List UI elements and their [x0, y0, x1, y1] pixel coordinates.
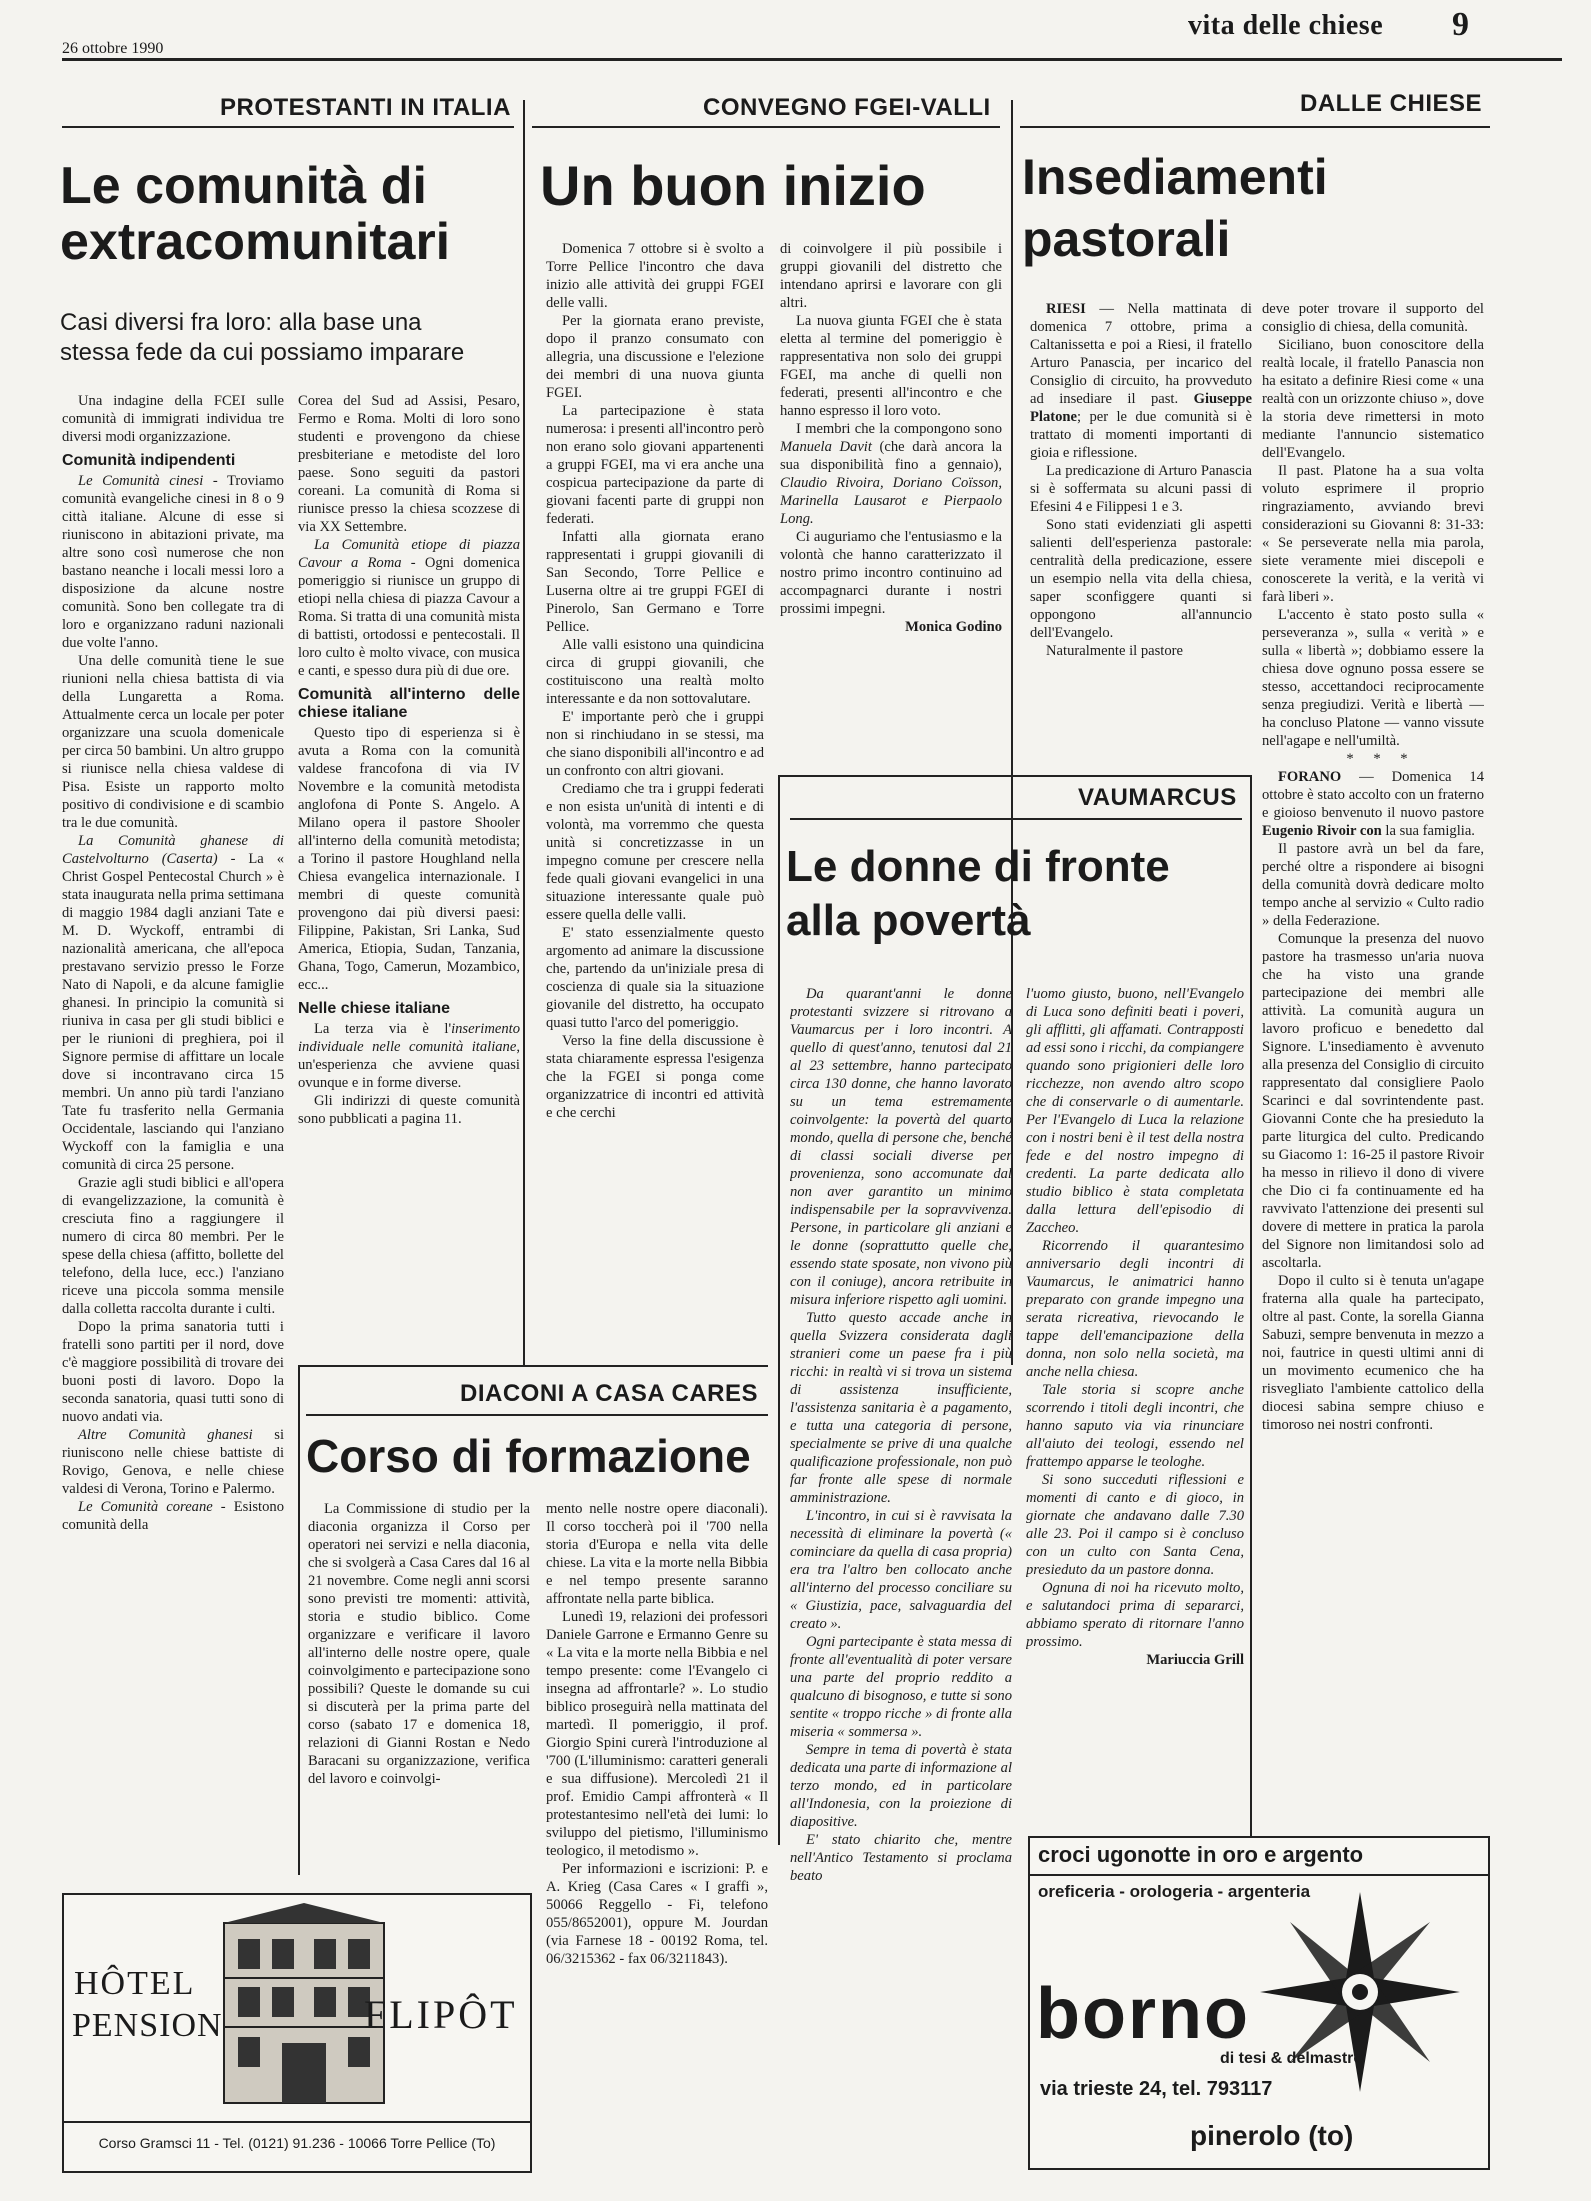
text: si riuniscono nelle chiese battiste di Rovigo, Genova, e nelle chiese valdesi di Verona, Torino e Palermo. [62, 1427, 284, 1497]
para: La nuova giunta FGEI che è stata eletta al termine del pomeriggio è rappresentativa non solo dei gruppi FGEI, ma anche di quelli non federati, presenti all'incontro e che hanno espresso il loro voto. [780, 313, 1002, 419]
place: RIESI [1046, 301, 1086, 317]
article-corso-col-a [308, 1500, 530, 1860]
article-fgei-col-b [780, 240, 1002, 760]
para: E' importante però che i gruppi non si rinchiudano in se stessi, ma che siano disponibili all'incontro e ad un confronto con altri giovani. [546, 709, 764, 779]
separator-stars: * * * [1346, 751, 1416, 767]
lead: Le Comunità cinesi [78, 473, 204, 489]
names: Claudio Rivoira, Doriano Coïsson, Marinella Lausarot e Pierpaolo Long. [780, 475, 1002, 527]
para: Domenica 7 ottobre si è svolto a Torre Pellice l'incontro che dava inizio alle attività dei gruppi FGEI delle valli. [546, 241, 764, 311]
para [62, 1498, 284, 1534]
para: Per la giornata erano previste, dopo il pranzo consumato con allegria, una discussione e l'elezione dei membri di una nuova giunta FGEI. [546, 313, 764, 401]
headline-insediamenti-line1: Insediamenti [1022, 149, 1328, 205]
byline: Mariuccia Grill [1146, 1652, 1244, 1668]
text: (che darà ancora la sua disponibilità fino a gennaio), [780, 439, 1002, 473]
borno-line1: croci ugonotte in oro e argento [1038, 1842, 1364, 1867]
para: Tale storia si scopre anche scorrendo i titoli degli incontri, che hanno saputo via via rinunciare all'aiuto dei teologi, essendo nel frattempo apparse le teologhe. [1026, 1382, 1244, 1470]
para: La Commissione di studio per la diaconia organizza il Corso per operatori nei servizi e nella diaconia, che si svolgerà a Casa Cares dal 16 al 21 novembre. Come negli anni scorsi sono previsti tre momenti: attività, storia e studio biblico. Come organizzare e verificare il lavoro all'interno delle nostre opere, quale coinvolgimento e partecipazione sono possibili? Queste le domande su cui si discuterà per la prima parte del corso (sabato 17 e domenica 18, relazioni di Gianni Rostan e Nedo Baracani su organizzazione, verifica del lavoro e coinvolgi- [308, 1501, 530, 1787]
article-donne-col-a [790, 985, 1012, 2195]
name: Eugenio Rivoir con [1262, 823, 1382, 839]
pension-label: PENSION [72, 2007, 223, 2044]
headline-insediamenti [1022, 146, 1502, 270]
vaumarcus-box-right [1250, 775, 1252, 1845]
subhead-line2: stessa fede da cui possiamo imparare [60, 339, 465, 366]
text: — Domenica 14 ottobre è stato accolto con un fraterno e gioioso benvenuto il nuovo pastore [1262, 769, 1484, 821]
para: Gli indirizzi di queste comunità sono pubblicati a pagina 11. [298, 1093, 520, 1127]
text: ; per le due comunità si è trattato di momenti importanti di gioia e riflessione. [1030, 409, 1252, 461]
page-number: 9 [1452, 6, 1469, 43]
para: Il pastore avrà un bel da fare, perché oltre a rispondere ai bisogni della comunità dovrà dedicare molto tempo anche al servizio « Culto radio » della Federazione. [1262, 841, 1484, 929]
borno-brand: borno [1036, 1974, 1250, 2054]
para: mento nelle nostre opere diaconali). Il corso toccherà poi il '700 nella storia d'Europa e nella vita delle chiese. La vita e la morte nella Bibbia e nel tempo presente saranno affrontate nella parte biblica. [546, 1501, 768, 1607]
para: Ognuna di noi ha ricevuto molto, e salutandoci prima di separarci, abbiamo sperato di ritornare l'anno prossimo. [1026, 1580, 1244, 1650]
para: Dopo la prima sanatoria tutti i fratelli sono partiti per il nord, dove c'è maggiore possibilità di trovare dei buoni posti di lavoro. Dopo la seconda sanatoria, quasi tutti sono di nuovo andati via. [62, 1319, 284, 1425]
subheading: Comunità all'interno delle chiese italiane [298, 686, 520, 721]
article-insediamenti-col-b [1262, 300, 1484, 1830]
vaumarcus-box-top [778, 775, 1250, 777]
kicker-rule-2 [532, 126, 1000, 128]
para: Una delle comunità tiene le sue riunioni nella chiesa battista di via della Lungaretta a Roma. Attualmente cerca un locale per poter organizzare una scuola domenicale per circa 50 bambini. Un altro gruppo si riunisce nella chiesa valdese di Pisa. Esiste un rapporto molto positivo di condivisione e di scambio tra le due comunità. [62, 653, 284, 831]
text: la sua famiglia. [1381, 823, 1475, 839]
para: l'uomo giusto, buono, nell'Evangelo di Luca sono definiti beati i poveri, gli afflitti, gli affamati. Contrapposti ad essi sono i ricchi, da compiangere quando sono prigionieri delle loro ricchezze, non avendo altro scopo che di conservarle o di aumentarle. Per l'Evangelo di Luca la relazione con i nostri beni è il test della nostra fede e del nostro impegno di credenti. La parte dedicata allo studio biblico è stata completata dalla lettura dell'episodio di Zaccheo. [1026, 986, 1244, 1236]
para: Dopo il culto si è tenuta un'agape fraterna alla quale ha partecipato, oltre al past. Conte, la sorella Gianna Sabuzi, sempre benvenuta in mezzo a noi, fautrice in questi ultimi anni di un movimento ecumenico che ha risvegliato l'ambiente cattolico della diocesi sabina sempre chiuso e timoroso nei nostri confronti. [1262, 1273, 1484, 1433]
borno-city: pinerolo (to) [1190, 2120, 1354, 2151]
headline-buon-inizio: Un buon inizio [540, 154, 926, 217]
para [62, 832, 284, 1174]
borno-rule [1030, 1874, 1488, 1876]
para: Il past. Platone ha a sua volta voluto esprimere il proprio ringraziamento, avviando brevi considerazioni su Giovanni 8: 31-33: « Se perseverate nella mia parola, siete veramente miei discepoli e conoscerete la verità, e la verità vi farà liberi ». [1262, 463, 1484, 605]
subheading: Comunità indipendenti [62, 452, 236, 469]
para: Per informazioni e iscrizioni: P. e A. Krieg (Casa Cares « I graffi », 50066 Reggello - Fi, telefono 055/8652001), oppure M. Jourdan (via Farnese 18 - 00192 Roma, tel. 06/3215362 - fax 06/3211843). [546, 1861, 768, 1967]
para [62, 1426, 284, 1498]
header-rule [62, 58, 1562, 61]
names: Manuela Davit [780, 439, 872, 455]
lead: Le Comunità coreane [78, 1499, 213, 1515]
headline-donne-line1: Le donne di fronte [786, 842, 1170, 891]
para: L'incontro, in cui si è ravvisata la necessità di eliminare la povertà (« cominciare da quella di casa propria) era tra l'altro ben collocato anche all'interno del processo conciliare su « Giustizia, pace, salvaguardia del creato ». [790, 1508, 1012, 1632]
text: - Esistono comunità della [62, 1499, 284, 1533]
para [780, 420, 1002, 528]
para: deve poter trovare il supporto del consiglio di chiesa, della comunità. [1262, 301, 1484, 335]
headline-corso: Corso di formazione [306, 1430, 751, 1482]
diaconi-kicker-rule [306, 1414, 768, 1416]
article-donne-col-b [1026, 985, 1244, 1825]
kicker-diaconi: DIACONI A CASA CARES [460, 1380, 759, 1407]
para: Questo tipo di esperienza si è avuta a Roma con la comunità valdese francofona di via IV Novembre e la comunità metodista anglofona di Ponte S. Angelo. A Milano opera il pastore Shooler all'interno della comunità metodista; a Torino il pastore Houghland nella Chiesa evangelica internazionale. I membri di queste comunità provengono dai più diversi paesi: Filippine, Pakistan, Sri Lanka, Sud America, Etiopia, Sudan, Tanzania, Ghana, Togo, Camerun, Mozambico, ecc... [298, 725, 520, 993]
subhead-comunita [60, 308, 530, 368]
hotel-name: FLIPÔT [364, 1992, 518, 2037]
headline-comunita [60, 158, 520, 270]
subheading: Nelle chiese italiane [298, 1000, 451, 1017]
publication-name: vita delle chiese [1188, 10, 1384, 41]
para: E' stato chiarito che, mentre nell'Antico Testamento si proclama beato [790, 1832, 1012, 1884]
borno-line2: oreficeria - orologeria - argenteria [1038, 1882, 1311, 1901]
emphasis: inserimento individuale nelle comunità italiane [298, 1021, 520, 1055]
para [62, 472, 284, 652]
para: E' stato essenzialmente questo argomento ad animare la discussione che, partendo da un'iniziale presa di coscienza di quale sia la situazione giovanile del distretto, ha occupato quasi tutto l'arco del pomeriggio. [546, 925, 764, 1031]
diaconi-box-left [298, 1365, 300, 1875]
para: Crediamo che tra i gruppi federati e non esista un'unità di intenti e di volontà, ma vorremmo che questa unità si concretizzasse in un impegno comune per crescere nella fede quali giovani evangelici in una situazione interessante quale può essere quella delle valli. [546, 781, 764, 923]
para: di coinvolgere il più possibile i gruppi giovanili del distretto che intendano aprirsi e lavorare con gli altri. [780, 241, 1002, 311]
name: Giuseppe Platone [1030, 391, 1252, 425]
lead: La Comunità etiope di piazza Cavour a Roma [298, 537, 520, 571]
ad-borno [1028, 1836, 1490, 2170]
para: Una indagine della FCEI sulle comunità di immigrati individua tre diversi modi organizzazione. [62, 393, 284, 445]
huguenot-cross-icon [1240, 1882, 1480, 2102]
borno-address: via trieste 24, tel. 793117 [1040, 2078, 1273, 2100]
text: — Nella mattinata di domenica 7 ottobre, prima a Caltanissetta e poi a Riesi, il fratello Arturo Panascia, per incarico del Consiglio di circuito, ha provveduto ad insediare il past. [1030, 301, 1252, 407]
subhead-line1: Casi diversi fra loro: alla base una [60, 309, 422, 336]
kicker-vaumarcus: VAUMARCUS [1078, 784, 1237, 811]
para [298, 1020, 520, 1092]
borno-owners: di tesi & delmastro [1220, 2050, 1364, 2067]
para: Si sono succeduti riflessioni e momenti di canto e di gioco, in giornate che andavano dalle 7.30 alle 23. Poi il campo si è concluso con un culto con Santa Cena, presieduto da un pastore donna. [1026, 1472, 1244, 1578]
para [1030, 300, 1252, 462]
kicker-fgei: CONVEGNO FGEI-VALLI [703, 94, 991, 121]
article-corso-col-b [546, 1500, 768, 2190]
lead: La Comunità ghanese di Castelvolturno (Caserta) [62, 833, 284, 867]
para: L'accento è stato posto sulla « perseveranza », sulla « verità » e sulla « libertà »; dobbiamo essere la chiesa dove ognuno possa essere se stesso, accettandoci reciprocamente senza pregiudizi. Verità e libertà — ha concluso Platone — vanno vissute nell'agape e nell'umiltà. [1262, 607, 1484, 749]
vaumarcus-box-left [778, 775, 780, 1845]
headline-comunita-line1: Le comunità di [60, 157, 427, 215]
hotel-address: Corso Gramsci 11 - Tel. (0121) 91.236 - 10066 Torre Pellice (To) [98, 2135, 496, 2151]
para: Corea del Sud ad Assisi, Pesaro, Fermo e Roma. Molti di loro sono studenti e provengono da chiese presbiteriane e metodiste del loro paese. Sono seguiti da pastori coreani. La comunità di Roma si riunisce presso la chiesa scozzese di via XX Settembre. [298, 393, 520, 535]
para: La partecipazione è stata numerosa: i presenti all'incontro però non erano solo giovani appartenenti a gruppi FGEI, ma vi era anche una cospicua partecipazione da parte di giovani facenti parte di gruppi non federati. [546, 403, 764, 527]
article-insediamenti-col-a [1030, 300, 1252, 755]
vaumarcus-kicker-rule [790, 818, 1242, 820]
article-fgei-col-a [546, 240, 764, 1360]
headline-donne-line2: alla povertà [786, 896, 1031, 945]
text: La terza via è l' [314, 1021, 452, 1037]
ad-hotel-flipot [62, 1893, 532, 2173]
kicker-dalle-chiese: DALLE CHIESE [1300, 90, 1483, 117]
para: Infatti alla giornata erano rappresentati i gruppi giovanili di San Secondo, Torre Pellice e Luserna oltre ai tre gruppi FGEI di Pinerolo, San Germano e Torre Pellice. [546, 529, 764, 635]
para: Alle valli esistono una quindicina circa di gruppi giovanili, che costituiscono una realtà molto interessante e da non sottovalutare. [546, 637, 764, 707]
text: I membri che la compongono sono [796, 421, 1002, 437]
para: Ogni partecipante è stata messa di fronte all'eventualità di poter versare una parte del proprio reddito a qualcuno di bisognoso, e tutte si sono sentite « troppo ricche » di fronte alla miseria « sommersa ». [790, 1634, 1012, 1740]
kicker-rule-1 [62, 126, 514, 128]
ad-hotel-rule [64, 2121, 530, 2123]
text: - Ogni domenica pomeriggio si riunisce un gruppo di etiopi nella chiesa di piazza Cavour a Roma. Si tratta di una comunità mista di battisti, ortodossi e pentecostali. Il loro culto è molto vivace, con musica e canti, e spesso dura più di due ore. [298, 555, 520, 679]
para: La predicazione di Arturo Panascia si è soffermata su alcuni passi di Efesini 4 e Filippesi 1 e 3. [1030, 463, 1252, 515]
divider-1 [523, 100, 525, 1365]
place: FORANO [1278, 769, 1342, 785]
para: Ricorrendo il quarantesimo anniversario degli incontri di Vaumarcus, le animatrici hanno preparato con grande impegno una serata ricreativa, rievocando le tappe dell'emancipazione della donna, non solo nella società, ma anche nella chiesa. [1026, 1238, 1244, 1380]
para: Verso la fine della discussione è stata chiaramente espressa l'esigenza che la FGEI si ponga come organizzatrice di incontri ed attività e che cerchi [546, 1033, 764, 1121]
hotel-label: HÔTEL [74, 1965, 196, 2002]
headline-comunita-line2: extracomunitari [60, 213, 451, 272]
text: , un'esperienza che avviene quasi ovunque e in forme diverse. [298, 1039, 520, 1091]
para: Grazie agli studi biblici e all'opera di evangelizzazione, la comunità è cresciuta fino a raggiungere il numero di circa 80 membri. Per le spese della chiesa (affitto, bollette del telefono, della luce, ecc.) l'anziano riceve una piccola somma mensile dalla colletta raccolta durante i culti. [62, 1175, 284, 1317]
para: Da quarant'anni le donne protestanti svizzere si ritrovano a Vaumarcus per i loro incontri. A quello di quest'anno, tenutosi dal 21 al 23 settembre, hanno partecipato circa 130 donne, che hanno lavorato su un tema estremamente coinvolgente: la povertà del quarto mondo, quella di persone che, benché di classi sociali diverse per provenienza, sono accomunate dal non aver garantito un minimo indispensabile per la sopravvivenza. Persone, in particolare gli anziani e le donne (soprattutto quelle che, essendo state sposate, non vivono più con il coniuge), ancora retribuite in misura inferiore rispetto agli uomini. [790, 986, 1012, 1308]
text: - Troviamo comunità evangeliche cinesi in 8 o 9 città italiane. Alcune di esse si riuniscono in abitazioni private, ma altre sono così numerose che non bastano neanche i locali messi loro a disposizione da alcune nostre comunità. Sono ben collegate tra di loro e organizzano raduni nazionali due volte l'anno. [62, 473, 284, 651]
para: Lunedì 19, relazioni dei professori Daniele Garrone e Ermanno Genre su « La vita e la morte nella Bibbia e nel tempo presente: come l'Evangelo ci insegna ad affrontarle? ». Lo studio biblico proseguirà nella mattinata del martedì. Il pomeriggio, il prof. Giorgio Spini curerà l'introduzione al '700 (L'illuminismo: caratteri generali e sua diffusione). Mercoledì 21 il prof. Emidio Campi affronterà « Il protestantesimo nell'età dei lumi: lo sviluppo del pietismo, l'illuminismo teologico, il metodismo ». [546, 1609, 768, 1859]
headline-donne [786, 840, 1246, 948]
diaconi-box-top [298, 1365, 768, 1367]
kicker-protestanti: PROTESTANTI IN ITALIA [220, 94, 511, 121]
para: Siciliano, buon conoscitore della realtà locale, il fratello Panascia non ha esitato a definire Riesi come « una realtà con un orizzonte chiuso », dove la storia deve rimettersi in moto mediante l'annuncio sistematico dell'Evangelo. [1262, 337, 1484, 461]
kicker-rule-3 [1020, 126, 1490, 128]
headline-insediamenti-line2: pastorali [1022, 211, 1231, 267]
para: Naturalmente il pastore [1046, 643, 1183, 659]
para: Tutto questo accade anche in quella Svizzera considerata dagli stranieri come un paese fra i più ricchi: in realtà vi si trova un sistema di assistenza insufficiente, l'assistenza sanitaria è a pagamento, e tutta una categoria di persone, specialmente se prive di una qualche qualificazione professionale, non può far fronte alle spese di normale amministrazione. [790, 1310, 1012, 1506]
para: Comunque la presenza del nuovo pastore ha trasmesso un'aria nuova che ha visto una grande partecipazione dei membri alle attività. La comunità augura un lavoro proficuo e benedetto dal Signore. L'insediamento è avvenuto alla presenza del Consiglio di circuito rappresentato dal consigliere Paolo Scarinci e dal sovrintendente past. Giovanni Conte che ha presieduto la parte liturgica del culto. Predicando su Giacomo 1: 16-25 il pastore Rivoir ha messo in rilievo il dono di vivere che Dio ci fa continuamente ed ha ravvivato l'attenzione dei presenti sul dovere di mettere in pratica la parola del Signore non limitandosi solo ad ascoltarla. [1262, 931, 1484, 1271]
byline: Monica Godino [905, 619, 1002, 635]
para: Ci auguriamo che l'entusiasmo e la volontà che hanno caratterizzato il nostro primo incontro continuino ad accompagnarci durante i nostri prossimi impegni. [780, 529, 1002, 617]
article-comunita-col-a [62, 392, 284, 2060]
issue-date: 26 ottobre 1990 [62, 40, 164, 57]
lead: Altre Comunità ghanesi [78, 1427, 253, 1443]
para: Sempre in tema di povertà è stata dedicata una parte di informazione al terzo mondo, ed in particolare all'Indonesia, con la proiezione di diapositive. [790, 1742, 1012, 1830]
para [298, 536, 520, 680]
para [1262, 768, 1484, 840]
para: Sono stati evidenziati gli aspetti salienti dell'esperienza pastorale: centralità della predicazione, essere un esempio nella vita della chiesa, saper sconfiggere quanti si oppongono all'annuncio dell'Evangelo. [1030, 517, 1252, 641]
text: - La « Christ Gospel Pentecostal Church » è stata inaugurata nella prima settimana di maggio 1984 dagli anziani Tate e M. D. Wyckoff, entrambi di nazionalità americana, che all'epoca prestavano servizio presso le Forze Nato di Napoli, e da alcune famiglie ghanesi. In principio la comunità si riuniva in casa per gli studi biblici e per le riunioni di preghiera, poi il Signore permise di affittare un locale dove si incontravano circa 15 membri. Un anno più tardi l'anziano Tate fu trasferito nella Germania Occidentale, lasciando qui l'anziano Wyckoff con la famiglia e una comunità di circa 25 persone. [62, 851, 284, 1173]
article-comunita-col-b [298, 392, 520, 1352]
